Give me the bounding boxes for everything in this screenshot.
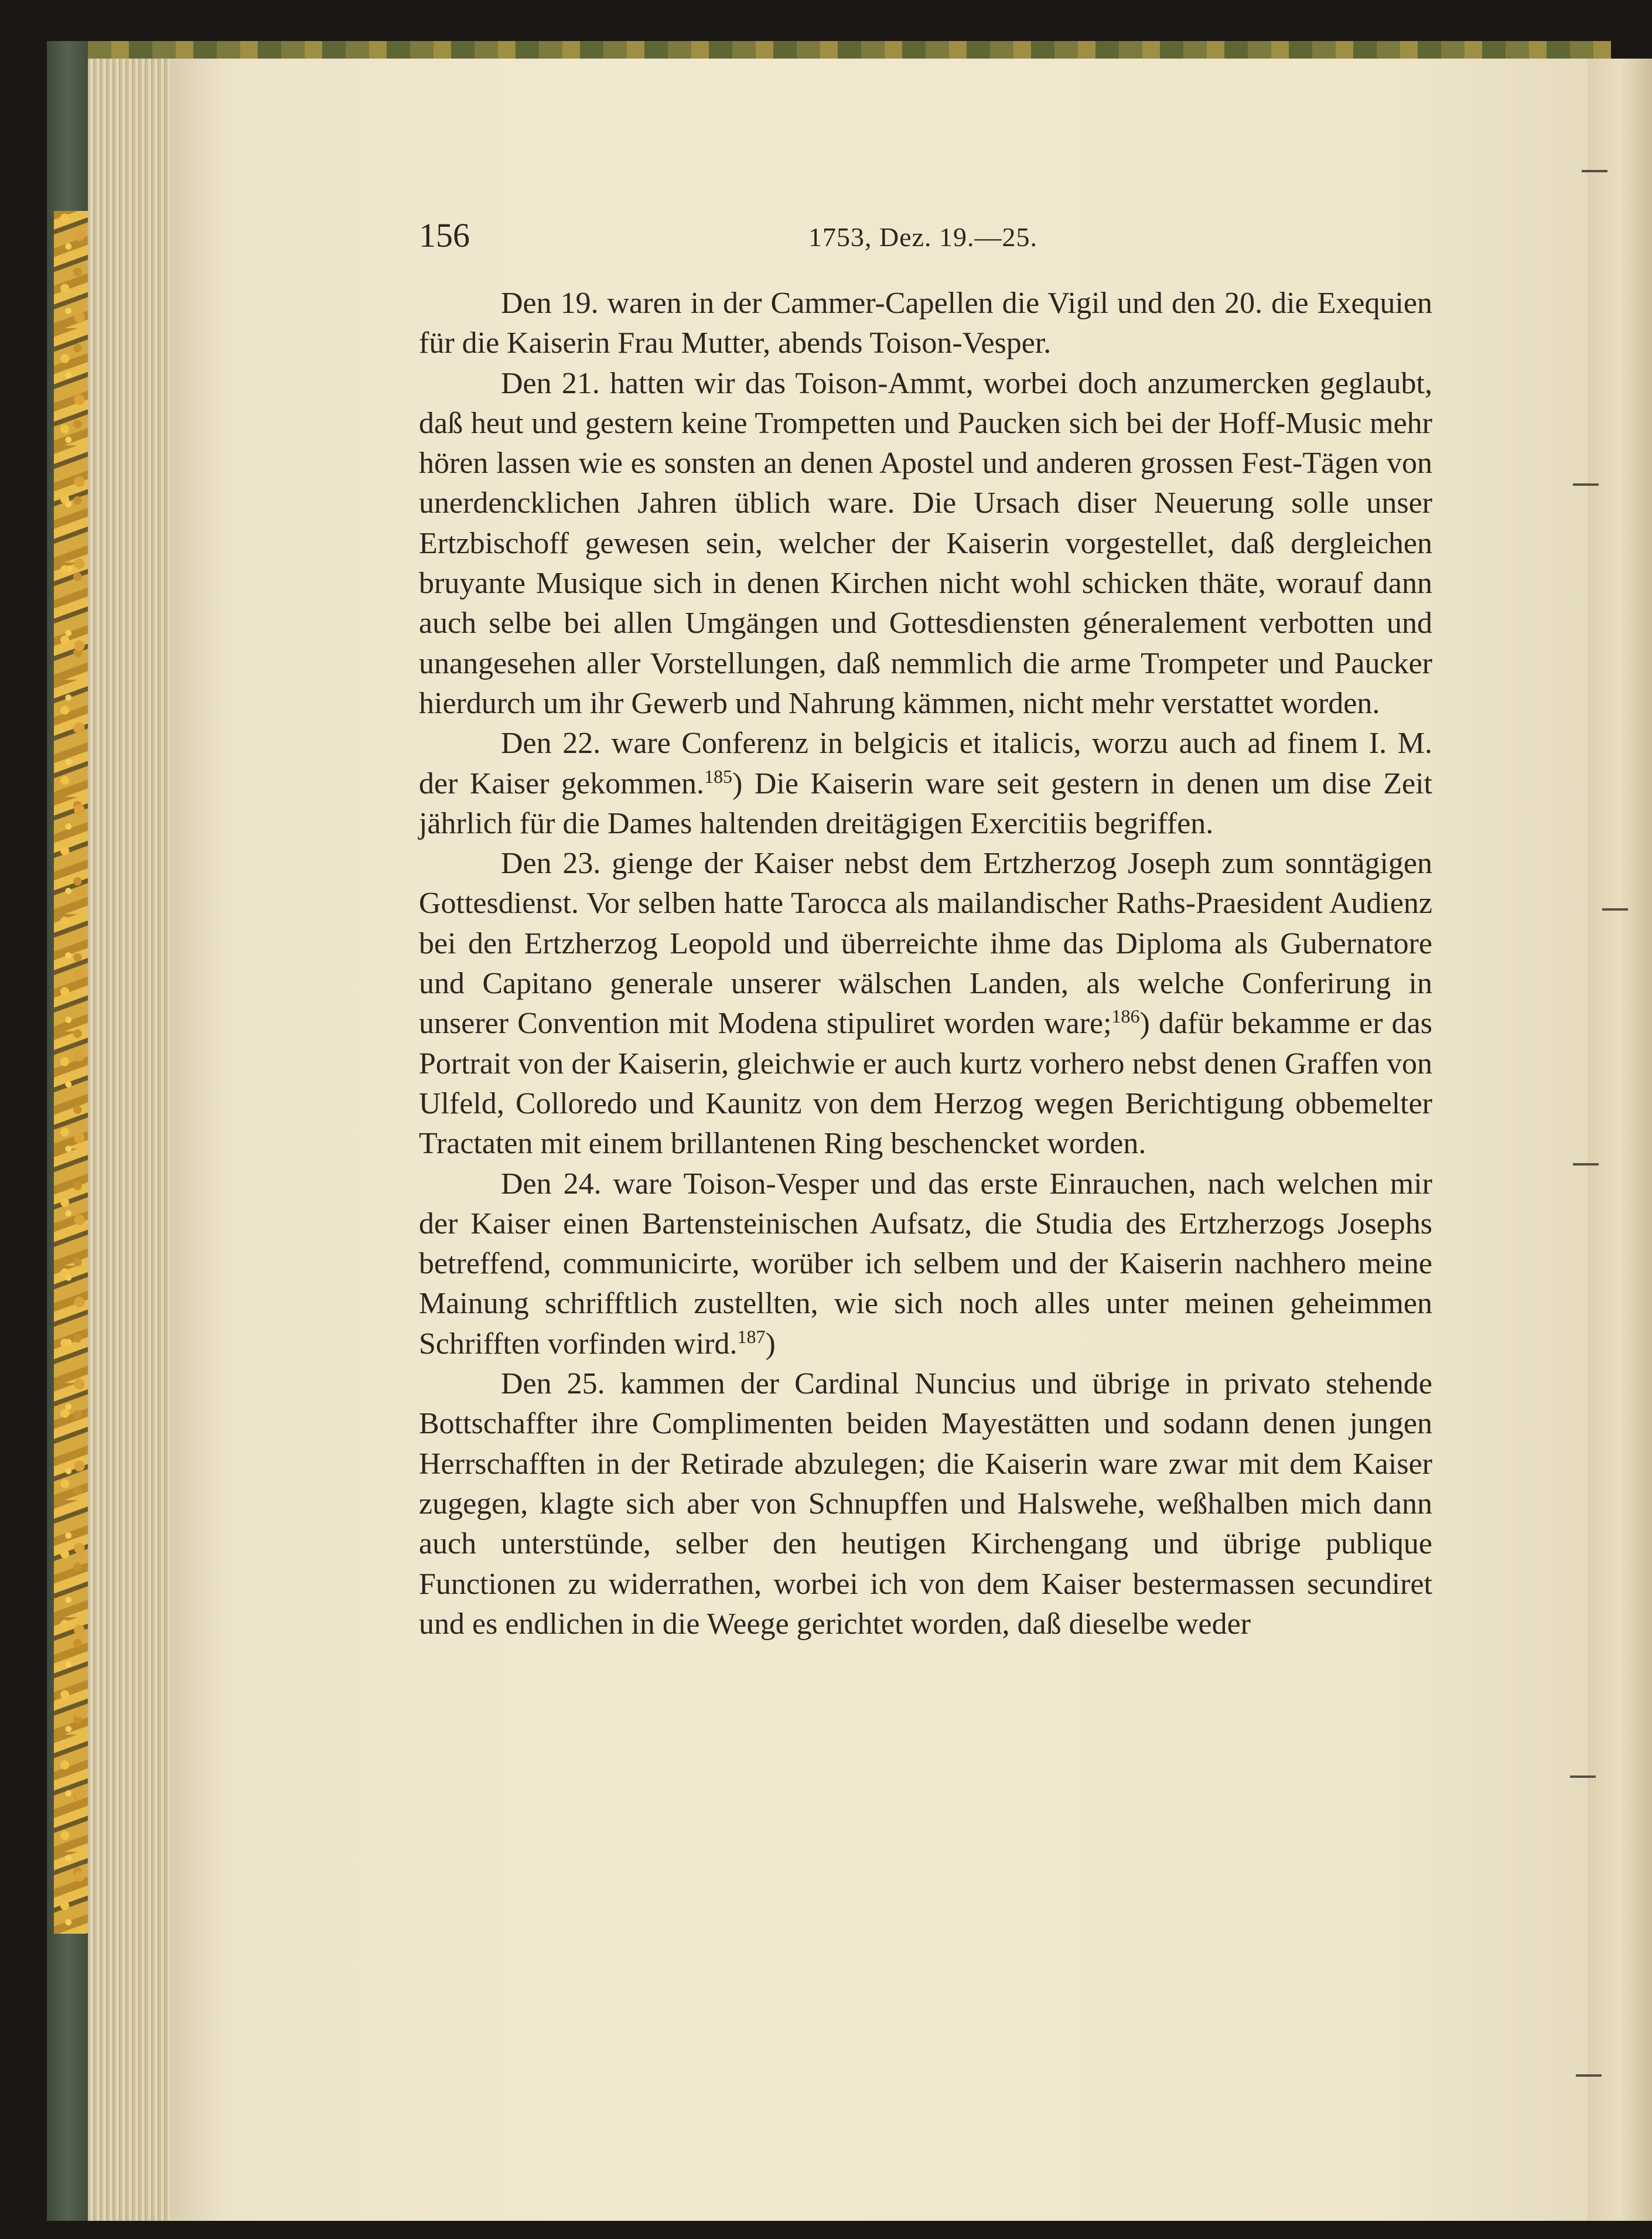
running-head: 1753, Dez. 19.—25.: [808, 222, 1038, 252]
paragraph: Den 19. waren in der Cammer-Capellen die Vigil und den 20. die Exequien für die Kaiserin Frau Mutter, abends Toison-Vesper.: [419, 287, 1432, 360]
paragraph: [419, 844, 1432, 1164]
margin-mark: [1570, 1775, 1596, 1778]
paragraph-text: Den 22. ware Conferenz in belgicis et italicis, worzu auch ad finem I. M. der Kaiser gekommen.: [419, 727, 1432, 800]
page-block-edges: [88, 59, 176, 2221]
body-text: [419, 284, 1432, 1644]
marbled-endpaper: [54, 211, 90, 1934]
margin-mark: [1602, 908, 1628, 911]
footnote-ref: 186: [1111, 1006, 1140, 1027]
paragraph-text: ) dafür bekamme er das Portrait von der Kaiserin, gleichwie er auch kurtz vorhero nebst denen Graffen von Ulfeld, Colloredo und Kaunitz von dem Herzog wegen Berichtigung obbemelter Tractaten mit einem brillantenen Ring beschencket worden.: [419, 1007, 1432, 1161]
footnote-ref: 185: [704, 765, 733, 787]
facing-page-edge: [1588, 59, 1652, 2221]
footnote-ref: 187: [737, 1325, 766, 1347]
paragraph-text: Den 24. ware Toison-Vesper und das erste Einrauchen, nach welchen mir der Kaiser einen Bartensteinischen Aufsatz, die Studia des Ertzherzogs Josephs betreffend, communicirte, worüber ich selbem und der Kaiserin nachhero meine Mainung schrifftlich zustellten, wie sich noch alles unter meinen geheimmen Schrifften vorfinden wird.: [419, 1167, 1432, 1361]
paragraph-text: ): [765, 1327, 776, 1361]
page-header: [419, 216, 1415, 263]
margin-mark: [1582, 170, 1607, 172]
page-number: 156: [419, 216, 470, 254]
margin-mark: [1573, 1163, 1599, 1165]
paragraph-text: Den 23. gienge der Kaiser nebst dem Ertzherzog Joseph zum sonntägigen Gottesdienst. Vor selben hatte Tarocca als mailandischer Raths-Praesident Audienz bei den Ertzherzog Leopold und überreichte ihme das Diploma als Gubernatore und Capitano generale unserer wälschen Landen, als welche Conferirung in unserer Convention mit Modena stipuliret worden ware;: [419, 847, 1432, 1041]
paragraph: Den 21. hatten wir das Toison-Ammt, worbei doch anzumercken geglaubt, daß heut und gestern keine Trompetten und Paucken sich bei der Hoff-Music mehr hören lassen wie es sonsten an denen Apostel und anderen grossen Fest-Tägen von unerdencklichen Jahren üblich ware. Die Ursach diser Neuerung solle unser Ertzbischoff gewesen sein, welcher der Kaiserin vorgestellet, daß dergleichen bruyante Musique sich in denen Kirchen nicht wohl schicken thäte, worauf dann auch selbe bei allen Umgängen und Gottesdiensten géneralement verbotten und unangesehen aller Vorstellungen, daß nemmlich die arme Trompeter und Paucker hierdurch um ihr Gewerb und Nahrung kämmen, nicht mehr verstattet worden.: [419, 366, 1432, 720]
paragraph: Den 25. kammen der Cardinal Nuncius und übrige in privato stehende Bottschaffter ihre Complimenten beiden Mayestätten und sodann denen jungen Herrschafften in der Retirade abzulegen; die Kaiserin ware zwar mit dem Kaiser zugegen, klagte sich aber von Schnupffen und Halswehe, weßhalben mich dann auch unterstünde, selber den heutigen Kirchengang und übrige publique Functionen zu widerrathen, worbei ich von dem Kaiser bestermassen secundiret und es endlichen in die Weege gerichtet worden, daß dieselbe weder: [419, 1367, 1432, 1641]
paragraph: [419, 724, 1432, 844]
margin-mark: [1573, 483, 1599, 486]
paragraph-text: ) Die Kaiserin ware seit gestern in denen um dise Zeit jährlich für die Dames haltenden dreitägigen Exercitiis begriffen.: [419, 766, 1433, 840]
margin-mark: [1576, 2074, 1602, 2077]
paragraph: [419, 1164, 1432, 1364]
